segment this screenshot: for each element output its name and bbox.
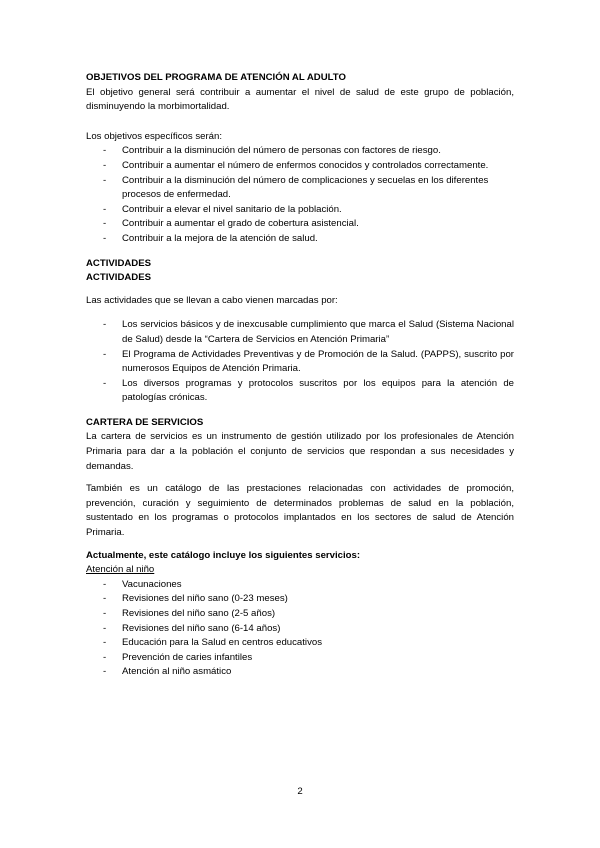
list-item: - Los servicios básicos y de inexcusable cumplimiento que marca el Salud (Sistema Nacional de Salud) desde la “Cartera de Servicios en Atención Primaria” [103,319,514,345]
actividades-list [86,318,514,406]
list-item: - Educación para la Salud en centros educativos [103,637,322,649]
list-item: - Contribuir a elevar el nivel sanitario de la población. [103,203,342,215]
servicios-list [86,578,514,680]
list-item: - Contribuir a la disminución del número de complicaciones y secuelas en los diferentes procesos de enfermedad. [103,174,489,201]
list-item: - Revisiones del niño sano (2-5 años) [103,608,276,619]
objetivos-list [86,144,514,246]
cartera-paragraph-2: También es un catálogo de las prestaciones relacionadas con actividades de promoción, prevención, curación y seguimiento de determinados problemas de salud en la población, sustentado en los programas o protocolos implantados en los sectores de salud de Atención Primaria. [86,483,514,539]
list-item: - Atención al niño asmático [103,666,232,678]
cartera-paragraph-1: La cartera de servicios es un instrumento de gestión utilizado por los profesionales de Atención Primaria para dar a la población el conjunto de servicios que respondan a sus necesidades y demandas. [86,431,514,472]
list-item: - Contribuir a la disminución del número de personas con factores de riesgo. [103,145,441,157]
section-title-actividades: ACTIVIDADES [86,257,152,269]
objetivo-general-paragraph: El objetivo general será contribuir a aumentar el nivel de salud de este grupo de población, disminuyendo la morbimortalidad. [86,86,514,113]
list-item: - Contribuir a aumentar el número de enfermos conocidos y controlados correctamente. [103,159,489,171]
list-item: - Prevención de caries infantiles [103,651,253,663]
section-title-actividades-repeat: ACTIVIDADES [86,272,152,284]
actividades-intro: Las actividades que se llevan a cabo vienen marcadas por: [86,294,338,306]
list-item: - Los diversos programas y protocolos suscritos por los equipos para la atención de patologías crónicas. [103,377,514,404]
section-title-cartera: CARTERA DE SERVICIOS [86,416,204,428]
list-item: - Vacunaciones [103,578,182,590]
document-page [86,71,514,680]
catalog-label: Actualmente, este catálogo incluye los siguientes servicios: [86,549,361,561]
subhead-atencion-nino: Atención al niño [86,564,155,576]
page-number: 2 [297,786,303,797]
list-item: - Revisiones del niño sano (6-14 años) [103,622,281,634]
objetivos-especificos-label: Los objetivos específicos serán: [86,130,222,142]
list-item: - Contribuir a aumentar el grado de cobertura asistencial. [103,218,359,230]
list-item: - Revisiones del niño sano (0-23 meses) [103,593,288,605]
list-item: - Contribuir a la mejora de la atención de salud. [103,232,318,244]
section-title-objetivos: OBJETIVOS DEL PROGRAMA DE ATENCIÓN AL ADULTO [86,72,346,83]
list-item: - El Programa de Actividades Preventivas y de Promoción de la Salud. (PAPPS), suscrito por numerosos Equipos de Atención Primaria. [103,348,514,375]
